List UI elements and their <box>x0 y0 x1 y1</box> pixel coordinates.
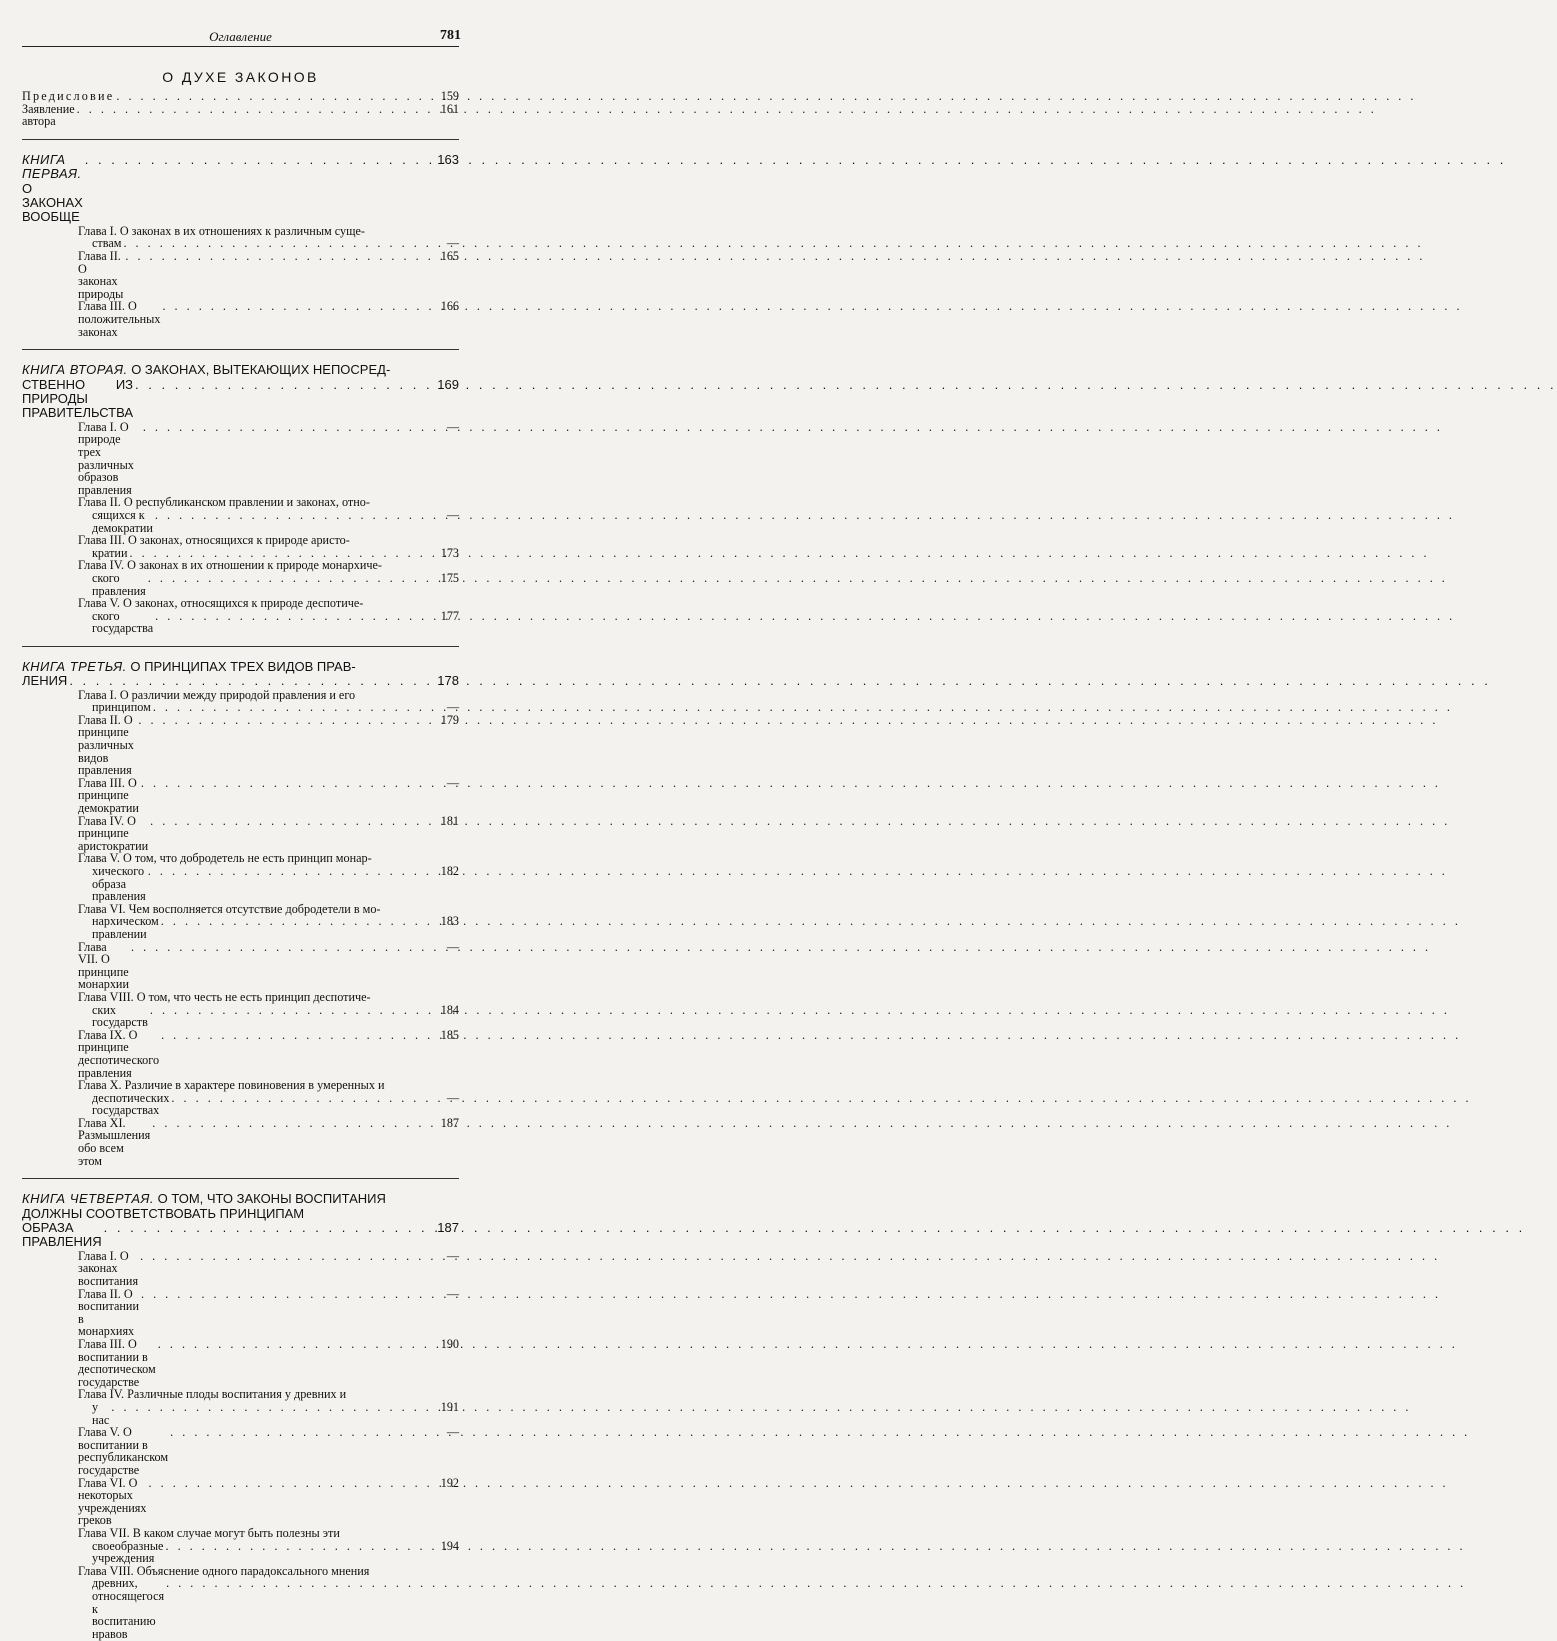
chapter-line <box>22 597 459 610</box>
chapter-label: Глава V. <box>78 596 120 611</box>
chapter-text <box>78 714 136 777</box>
chapter-entry[interactable] <box>22 597 459 635</box>
chapter-page: — <box>446 507 459 522</box>
chapter-line <box>22 915 459 940</box>
dot-leader <box>159 1029 433 1042</box>
chapter-page: — <box>446 700 459 715</box>
dot-leader <box>150 1117 433 1130</box>
chapter-line <box>22 777 459 815</box>
book-title <box>22 1207 304 1221</box>
chapter-page: 191 <box>440 1400 459 1414</box>
chapter-title-line: О некоторых учреждениях греков <box>78 1475 147 1528</box>
chapter-title-line: О законах, относящихся к природе деспотиче- <box>123 596 364 611</box>
chapter-page: — <box>446 236 459 251</box>
chapter-label: Глава III. <box>78 299 125 314</box>
dot-leader <box>153 610 433 623</box>
chapter-text <box>78 300 160 338</box>
chapter-text <box>78 941 129 991</box>
chapter-entry[interactable] <box>22 903 459 941</box>
dot-leader <box>83 153 433 167</box>
book-title-line: ОБРАЗА ПРАВЛЕНИЯ <box>22 1220 102 1250</box>
page-number: 781 <box>440 28 461 43</box>
chapter-title-line: О том, что добродетель не есть принцип монар- <box>123 851 372 866</box>
chapter-title-line: О положительных законах <box>78 299 161 339</box>
entry-text: Предисловие <box>22 89 115 103</box>
dot-leader <box>169 1092 433 1105</box>
chapter-line <box>22 1004 459 1029</box>
chapter-title-line: Объяснение одного парадоксального мнения <box>136 1563 370 1578</box>
book-section <box>22 1192 459 1640</box>
toc-entry[interactable] <box>22 90 459 103</box>
section-divider <box>22 1178 459 1179</box>
chapter-title-line: О законах природы <box>78 261 124 301</box>
book-heading[interactable] <box>22 674 459 688</box>
chapter-label: Глава I. <box>78 223 117 238</box>
chapter-title-line: хического образа правления <box>92 864 146 904</box>
dot-leader <box>102 1221 433 1235</box>
chapter-title-line: нархическом правлении <box>92 914 159 941</box>
book-heading[interactable] <box>22 660 459 674</box>
dot-leader <box>159 915 433 928</box>
chapter-entry[interactable] <box>22 1288 459 1338</box>
chapter-entry[interactable] <box>22 559 459 597</box>
chapter-text <box>78 1338 156 1388</box>
chapter-page: — <box>446 419 459 434</box>
dot-leader <box>146 865 433 878</box>
chapter-page: — <box>446 775 459 790</box>
chapter-label: Глава II. <box>78 1286 121 1301</box>
toc-page <box>22 28 459 1640</box>
chapter-label: Глава VII. <box>78 1525 130 1540</box>
book-title <box>22 378 133 421</box>
chapter-title-line: древних, относящегося к воспитанию нравов <box>92 1576 165 1641</box>
chapter-title-line: О принципе различных видов правления <box>78 712 134 778</box>
chapter-label: Глава IX. <box>78 1027 126 1042</box>
chapter-title-line: О принципе деспотического правления <box>78 1027 160 1080</box>
chapter-title-line: ского государства <box>92 608 154 636</box>
chapter-entry[interactable] <box>22 689 459 714</box>
chapter-page: 166 <box>440 299 459 314</box>
chapter-label: Глава X. <box>78 1078 122 1093</box>
chapter-label: Глава VIII. <box>78 989 134 1004</box>
chapter-title-line: О принципе монархии <box>78 952 129 992</box>
chapter-title-line: О законах в их отношениях к различным суще- <box>119 223 365 238</box>
chapter-line <box>22 1338 459 1388</box>
book-title-line: О ЗАКОНАХ ВООБЩЕ <box>22 180 83 225</box>
chapter-entry[interactable] <box>22 815 459 853</box>
chapter-text <box>92 1004 148 1029</box>
chapter-label: Глава V. <box>78 1425 120 1440</box>
chapter-entry[interactable] <box>22 991 459 1029</box>
dot-leader <box>129 941 433 954</box>
chapter-page: — <box>446 1248 459 1263</box>
chapter-label: Глава III. <box>78 775 125 790</box>
chapter-title-line: О природе трех различных образов правления <box>78 419 134 497</box>
book-heading[interactable] <box>22 1192 459 1206</box>
chapter-line <box>22 941 459 991</box>
chapter-line <box>22 1527 459 1540</box>
chapter-line <box>22 1029 459 1079</box>
chapter-entry[interactable] <box>22 1527 459 1565</box>
chapter-text <box>92 865 146 903</box>
chapter-line <box>22 1117 459 1167</box>
chapter-title-line: О принципе аристократии <box>78 813 149 853</box>
chapter-title-line: О воспитании в деспотическом государстве <box>78 1337 156 1389</box>
book-page: 178 <box>437 673 459 689</box>
chapter-label: Глава II. <box>78 495 121 510</box>
chapter-text <box>92 915 159 940</box>
chapter-page: 165 <box>440 249 459 263</box>
chapter-entry[interactable] <box>22 1079 459 1117</box>
dot-leader <box>147 1477 434 1490</box>
chapter-label: Глава II. <box>78 712 121 727</box>
chapter-title-line: деспотических государствах <box>92 1090 170 1118</box>
chapter-title-line: ских государств <box>92 1002 148 1030</box>
chapter-page: 185 <box>440 1027 459 1042</box>
chapter-entry[interactable] <box>22 1477 459 1527</box>
chapter-line <box>22 534 459 547</box>
chapter-label: Глава I. <box>78 419 117 434</box>
chapter-label: Глава IV. <box>78 558 125 573</box>
chapter-text <box>92 1577 164 1640</box>
chapter-entry[interactable] <box>22 852 459 902</box>
chapter-page: — <box>446 1425 459 1440</box>
book-title-line: О ЗАКОНАХ, ВЫТЕКАЮЩИХ НЕПОСРЕД- <box>131 362 391 378</box>
dot-leader <box>133 378 433 392</box>
chapter-page: 177 <box>440 608 459 623</box>
entry-page: 161 <box>440 101 459 116</box>
dot-leader <box>160 300 433 313</box>
chapter-text <box>78 815 148 853</box>
chapter-line <box>22 1540 459 1565</box>
front-matter <box>22 90 459 128</box>
chapter-line <box>22 1288 459 1338</box>
work-title: О ДУХЕ ЗАКОНОВ <box>162 69 319 85</box>
dot-leader <box>75 103 433 116</box>
chapter-label: Глава VII. <box>78 939 107 967</box>
chapter-title-line: ствам <box>92 236 122 251</box>
chapter-line <box>22 865 459 903</box>
chapter-line <box>22 1079 459 1092</box>
chapter-title-line: О республиканском правлении и законах, отно- <box>123 495 370 510</box>
book-title-line: ЛЕНИЯ <box>22 673 68 689</box>
chapter-page: 182 <box>440 864 459 878</box>
chapter-text <box>92 1540 163 1565</box>
chapter-entry[interactable] <box>22 1117 459 1167</box>
chapter-title-line: Чем восполняется отсутствие добродетели в мо- <box>128 901 381 916</box>
book-section <box>22 660 459 1167</box>
chapter-text <box>78 1029 159 1079</box>
book-title <box>22 1221 102 1250</box>
chapter-text <box>78 1250 138 1288</box>
book-page: 163 <box>437 151 459 167</box>
chapter-page: 183 <box>440 914 459 929</box>
chapter-page: — <box>446 1286 459 1301</box>
chapter-label: Глава I. <box>78 687 117 702</box>
chapter-page: — <box>446 939 459 954</box>
chapter-entry[interactable] <box>22 300 459 338</box>
books-list <box>22 139 459 1641</box>
chapter-label: Глава VI. <box>78 1475 126 1490</box>
dot-leader <box>114 90 433 103</box>
chapter-entry[interactable] <box>22 941 459 991</box>
chapter-text <box>92 610 153 635</box>
chapter-entry[interactable] <box>22 421 459 497</box>
chapter-entry[interactable] <box>22 1426 459 1476</box>
book-title-line: О ПРИНЦИПАХ ТРЕХ ВИДОВ ПРАВ- <box>130 658 356 674</box>
chapter-page: 175 <box>440 570 459 585</box>
book-section <box>22 363 459 635</box>
chapter-page: 190 <box>440 1337 459 1352</box>
chapter-title-line: ского правления <box>92 570 146 598</box>
book-heading[interactable] <box>22 1207 459 1221</box>
chapter-entry[interactable] <box>22 1388 459 1426</box>
chapter-title-line: О воспитании в монархиях <box>78 1286 139 1339</box>
entry-page: 159 <box>440 89 459 103</box>
dot-leader <box>151 701 433 714</box>
chapter-title-line: своеобразные учреждения <box>92 1538 164 1566</box>
dot-leader <box>136 714 433 727</box>
chapter-label: Глава VIII. <box>78 1563 134 1578</box>
chapter-line <box>22 1401 459 1426</box>
dot-leader <box>168 1426 433 1439</box>
chapter-title-line: сящихся к демократии <box>92 507 153 535</box>
chapter-title-line: О том, что честь не есть принцип деспотиче- <box>136 989 371 1004</box>
book-page: 169 <box>437 376 459 392</box>
dot-leader <box>153 509 433 522</box>
chapter-title-line: О законах воспитания <box>78 1248 139 1289</box>
book-title-line: СТВЕННО ИЗ ПРИРОДЫ ПРАВИТЕЛЬСТВА <box>22 376 134 421</box>
chapter-title-line: Различие в характере повиновения в умеренных и <box>124 1078 385 1093</box>
book-title <box>22 153 83 225</box>
chapter-page: 181 <box>440 813 459 828</box>
chapter-text <box>78 1477 147 1527</box>
chapter-label: Глава XI. <box>78 1115 126 1130</box>
chapter-label: Глава II. <box>78 249 121 263</box>
chapter-line <box>22 714 459 777</box>
book-heading[interactable] <box>22 1221 459 1250</box>
dot-leader <box>67 674 433 688</box>
chapter-text <box>78 1117 150 1167</box>
dot-leader <box>139 777 433 790</box>
chapter-title-line: О воспитании в республиканском государстве <box>78 1425 169 1477</box>
chapter-title-line: В каком случае могут быть полезны эти <box>132 1525 340 1540</box>
book-page: 187 <box>437 1220 459 1236</box>
chapter-title-line: Размышления обо всем этом <box>78 1128 151 1168</box>
chapter-page: 187 <box>440 1115 459 1130</box>
running-header <box>22 28 459 47</box>
chapter-entry[interactable] <box>22 1029 459 1079</box>
chapter-page: 179 <box>440 712 459 727</box>
dot-leader <box>148 815 433 828</box>
chapter-title-line: принципом <box>92 700 151 715</box>
chapter-line <box>22 1477 459 1527</box>
chapter-text <box>92 572 146 597</box>
chapter-line <box>22 1577 459 1640</box>
chapter-title-line: Различные плоды воспитания у древних и <box>127 1387 347 1402</box>
book-label: КНИГА ПЕРВАЯ. <box>22 151 82 182</box>
chapter-page: 184 <box>440 1002 459 1017</box>
chapter-text <box>78 250 123 300</box>
chapter-label: Глава IV. <box>78 813 125 828</box>
dot-leader <box>146 572 433 585</box>
dot-leader <box>141 421 433 434</box>
chapter-label: Глава IV. <box>78 1387 125 1402</box>
chapter-text <box>78 1426 168 1476</box>
chapter-text <box>92 509 153 534</box>
book-label: КНИГА ЧЕТВЕРТАЯ. <box>22 1191 154 1207</box>
book-heading[interactable] <box>22 378 459 421</box>
book-heading[interactable] <box>22 363 459 377</box>
chapter-text <box>78 597 363 610</box>
dot-leader <box>164 1577 433 1590</box>
chapter-page: 173 <box>440 545 459 560</box>
dot-leader <box>163 1540 433 1553</box>
entry-text: Заявление автора <box>22 101 75 129</box>
running-title: Оглавление <box>209 29 272 44</box>
book-title <box>22 1192 386 1206</box>
chapter-text <box>78 777 139 815</box>
chapter-page: — <box>446 1090 459 1105</box>
dot-leader <box>156 1338 433 1351</box>
chapter-title-line: О законах, относящихся к природе аристо- <box>127 533 350 548</box>
toc-entry[interactable] <box>22 103 459 128</box>
chapter-label: Глава III. <box>78 533 125 548</box>
section-divider <box>22 349 459 350</box>
book-title <box>22 660 356 674</box>
chapter-title-line: О принципе демократии <box>78 775 139 816</box>
book-title-line: ДОЛЖНЫ СООТВЕТСТВОВАТЬ ПРИНЦИПАМ <box>22 1205 305 1221</box>
book-title <box>22 674 67 688</box>
dot-leader <box>123 250 433 263</box>
book-title-line: О ТОМ, ЧТО ЗАКОНЫ ВОСПИТАНИЯ <box>157 1191 386 1207</box>
chapter-line <box>22 815 459 853</box>
book-label: КНИГА ВТОРАЯ. <box>22 362 128 378</box>
chapter-text <box>78 991 371 1004</box>
chapter-line <box>22 1092 459 1117</box>
chapter-title-line: О различии между природой правления и его <box>119 687 356 702</box>
chapter-text <box>92 1092 169 1117</box>
chapter-entry[interactable] <box>22 1565 459 1641</box>
section-divider <box>22 139 459 140</box>
section-divider <box>22 646 459 647</box>
chapter-entry[interactable] <box>22 714 459 777</box>
chapter-page: 192 <box>440 1475 459 1490</box>
chapter-line <box>22 610 459 635</box>
chapter-text <box>78 421 141 497</box>
chapter-entry[interactable] <box>22 1250 459 1288</box>
chapter-line <box>22 1426 459 1476</box>
chapter-line <box>22 421 459 497</box>
chapter-entry[interactable] <box>22 225 459 250</box>
book-heading[interactable] <box>22 153 459 225</box>
chapter-page: 194 <box>440 1538 459 1553</box>
chapter-label: Глава V. <box>78 851 120 866</box>
chapter-entry[interactable] <box>22 496 459 534</box>
chapter-label: Глава III. <box>78 1337 125 1352</box>
chapter-line <box>22 572 459 597</box>
chapter-title-line: кратии <box>92 545 128 560</box>
dot-leader <box>109 1401 433 1414</box>
chapter-line <box>22 250 459 300</box>
chapter-entry[interactable] <box>22 1338 459 1388</box>
chapter-line <box>22 1250 459 1288</box>
chapter-line <box>22 991 459 1004</box>
dot-leader <box>148 1004 433 1017</box>
chapter-label: Глава I. <box>78 1248 117 1263</box>
chapter-title-line: у нас <box>92 1400 110 1427</box>
chapter-entry[interactable] <box>22 250 459 300</box>
chapter-entry[interactable] <box>22 534 459 559</box>
chapter-entry[interactable] <box>22 777 459 815</box>
chapter-line <box>22 300 459 338</box>
chapter-line <box>22 509 459 534</box>
book-section <box>22 153 459 338</box>
chapter-label: Глава VI. <box>78 901 126 916</box>
dot-leader <box>138 1250 433 1263</box>
chapter-text <box>78 1288 139 1338</box>
dot-leader <box>139 1288 433 1301</box>
chapter-title-line: О законах в их отношении к природе монархиче- <box>127 558 382 573</box>
book-label: КНИГА ТРЕТЬЯ. <box>22 658 127 674</box>
book-title <box>22 363 390 377</box>
chapter-text <box>92 1401 109 1426</box>
